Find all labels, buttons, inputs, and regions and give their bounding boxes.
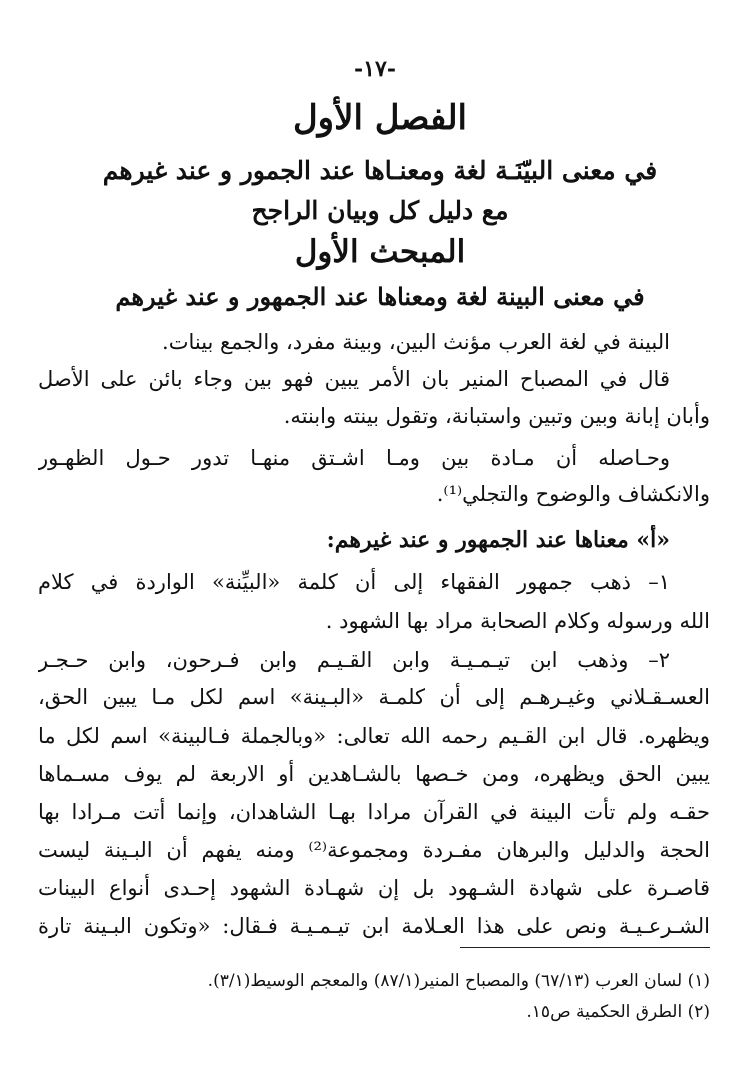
body-line: قاصـرة على شهادة الشـهود بل إن شهـادة الشهود إحـدى أنواع البينات — [38, 876, 710, 900]
body-line: ويظهره. قال ابن القـيم رحمه الله تعالى: «وبالجملة فـالبينة» اسم لكل ما — [38, 724, 710, 748]
body-line: قال في المصباح المنير بان الأمر يبين فهو بين وجاء بائن على الأصل — [38, 367, 670, 391]
body-line: الحجة والدليل والبرهان مفـردة ومجموعة⁽²⁾ ومنه يفهم أن البـينة ليست — [38, 838, 710, 862]
body-line: العسـقـلاني وغيـرهـم إلى أن كلمـة «البـينة» اسم لكل مـا يبين الحق، — [38, 685, 710, 709]
body-line: حقـه ولم تأت البينة في القرآن مرادا بهـا الشاهدان، وإنما أتت مـرادا بها — [38, 800, 710, 824]
chapter-subtitle-line2: مع دليل كل وبيان الراجح — [251, 196, 509, 225]
body-line: البينة في لغة العرب مؤنث البين، وبينة مفرد، والجمع بينات. — [162, 330, 670, 354]
section-subtitle: في معنى البينة لغة ومعناها عند الجمهور و عند غيرهم — [115, 282, 645, 311]
body-line: وأبان إبانة وبين وتبين واستبانة، وتقول بينته وابنته. — [283, 404, 710, 428]
body-line: يبين الحق ويظهره، ومن خـصها بالشـاهدين أو الاربعة لم يوف مسـماها — [38, 762, 710, 786]
footnote: (١) لسان العرب (٦٧/١٣) والمصباح المنير(٨٧/١) والمعجم الوسيط(٣/١). — [207, 971, 710, 991]
chapter-title: الفصل الأول — [292, 98, 468, 138]
section-title: المبحث الأول — [294, 234, 466, 270]
body-line: ١– ذهب جمهور الفقهاء إلى أن كلمة «البيِّنة» الواردة في كلام — [38, 570, 670, 594]
body-line: وحـاصله أن مـادة بين ومـا اشـتق منهـا تدور حـول الظهـور — [38, 446, 670, 470]
subsection-heading: «أ» معناها عند الجمهور و عند غيرهم: — [326, 527, 670, 553]
body-line: والانكشاف والوضوح والتجلي⁽¹⁾. — [436, 482, 710, 506]
body-line: الشـرعـيـة ونص على هذا العـلامة ابن تيـمـيـة فـقال: «وتكون البـينة تارة — [38, 914, 710, 938]
footnote-divider — [460, 947, 710, 948]
body-line: ٢– وذهب ابن تيـمـيـة وابن القـيـم وابن فـرحون، وابن حـجـر — [38, 648, 670, 672]
chapter-subtitle-line1: في معنى البيّنَـة لغة ومعنـاها عند الجمور و عند غيرهم — [102, 156, 658, 185]
footnote: (٢) الطرق الحكمية ص١٥. — [526, 1002, 710, 1022]
body-line: الله ورسوله وكلام الصحابة مراد بها الشهود . — [325, 609, 710, 633]
page-number: -١٧- — [354, 56, 396, 82]
